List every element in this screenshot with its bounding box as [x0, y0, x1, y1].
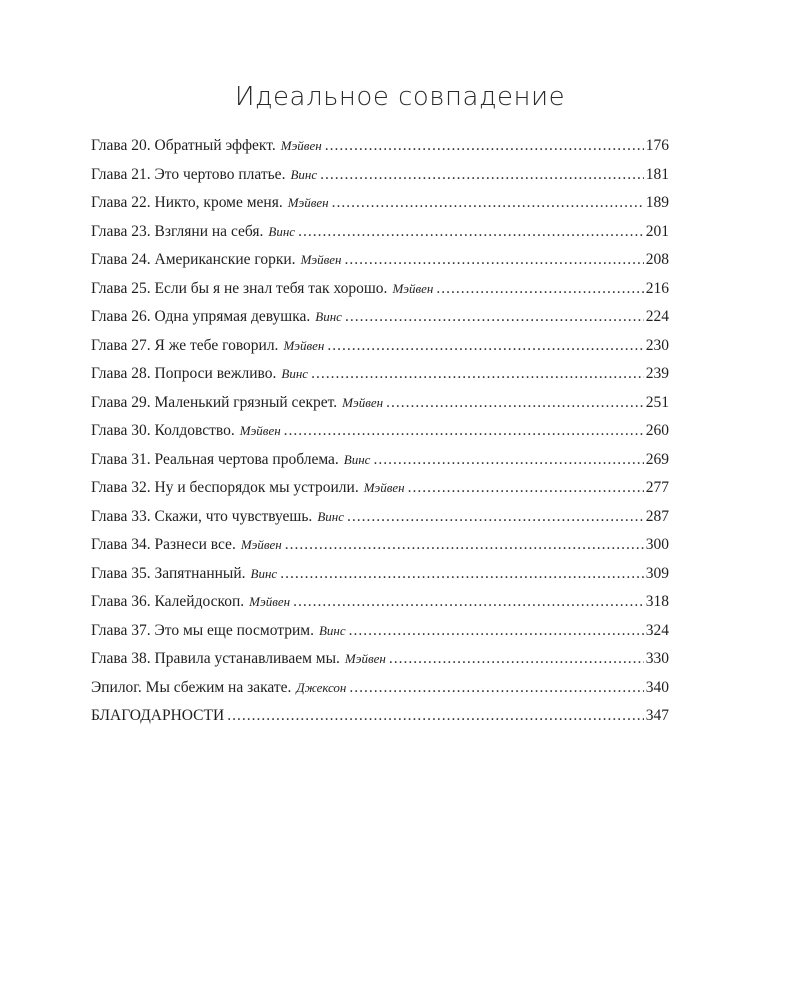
toc-entry-chapter: Глава 38. Правила устанавливаем мы. [91, 650, 340, 667]
toc-entry-page-number: 230 [645, 336, 669, 354]
toc-entry-page-number: 277 [645, 479, 669, 496]
toc-entry [91, 560, 669, 589]
toc-entry [91, 645, 669, 674]
toc-dot-leader [436, 275, 643, 304]
toc-entry-page-number: 201 [645, 222, 669, 240]
toc-entry-chapter: Глава 36. Калейдоскоп. [91, 593, 245, 610]
toc-entry-chapter: Глава 23. Взгляни на себя. [91, 222, 264, 240]
toc-dot-leader [280, 560, 644, 589]
toc-entry [91, 132, 669, 161]
toc-entry [91, 332, 669, 361]
toc-dot-leader [408, 474, 644, 503]
toc-entry-chapter: Глава 34. Разнеси все. [91, 536, 236, 553]
toc-entry [91, 303, 669, 332]
toc-dot-leader [386, 389, 644, 418]
toc-entry-chapter: Глава 28. Попроси вежливо. [91, 365, 277, 382]
toc-dot-leader [227, 702, 644, 731]
toc-entry-chapter: Глава 31. Реальная чертова проблема. [91, 450, 339, 468]
toc-dot-leader [349, 674, 643, 703]
toc-dot-leader [345, 246, 644, 275]
toc-entry [91, 161, 669, 190]
toc-entry [91, 588, 669, 617]
toc-entry-author: Мэйвен [363, 480, 405, 495]
toc-entry-chapter: Глава 37. Это мы еще посмотрим. [91, 621, 314, 639]
table-of-contents [91, 132, 669, 731]
toc-entry-chapter: БЛАГОДАРНОСТИ [91, 707, 225, 724]
toc-entry-page-number: 324 [645, 621, 669, 639]
toc-entry-chapter: Глава 27. Я же тебе говорил. [91, 336, 279, 354]
toc-dot-leader [311, 360, 644, 389]
toc-entry-chapter: Глава 26. Одна упрямая девушка. [91, 308, 311, 325]
toc-entry-page-number: 347 [645, 707, 669, 724]
toc-dot-leader [320, 161, 644, 190]
toc-entry-page-number: 176 [645, 137, 669, 154]
toc-entry-page-number: 260 [645, 422, 669, 439]
toc-entry-author: Винс [268, 223, 296, 239]
toc-entry [91, 360, 669, 389]
toc-entry [91, 446, 669, 475]
toc-entry-page-number: 300 [645, 536, 669, 553]
toc-entry-chapter: Глава 32. Ну и беспорядок мы устроили. [91, 479, 359, 496]
toc-entry [91, 417, 669, 446]
toc-entry-page-number: 239 [645, 365, 669, 382]
toc-entry [91, 246, 669, 275]
toc-entry-author: Винс [315, 309, 342, 324]
toc-entry-chapter: Глава 24. Американские горки. [91, 251, 296, 268]
toc-entry-chapter: Глава 35. Запятнанный. [91, 564, 246, 582]
toc-entry [91, 218, 669, 247]
toc-entry [91, 674, 669, 703]
toc-entry-chapter: Глава 21. Это чертово платье. [91, 165, 286, 183]
toc-dot-leader [293, 588, 644, 617]
toc-entry-chapter: Глава 25. Если бы я не знал тебя так хорошо. [91, 279, 388, 297]
toc-entry-author: Мэйвен [239, 423, 281, 438]
toc-entry-page-number: 309 [645, 564, 669, 582]
toc-entry-author: Джексон [296, 679, 347, 695]
toc-entry [91, 531, 669, 560]
toc-entry-author: Мэйвен [342, 394, 384, 410]
toc-entry-author: Мэйвен [287, 195, 329, 210]
toc-entry [91, 189, 669, 218]
toc-entry [91, 702, 669, 731]
toc-dot-leader [285, 531, 644, 560]
toc-entry-author: Мэйвен [280, 138, 322, 153]
toc-entry-chapter: Глава 30. Колдовство. [91, 422, 235, 439]
toc-entry-page-number: 181 [645, 165, 669, 183]
toc-entry-page-number: 318 [645, 593, 669, 610]
toc-entry-page-number: 340 [645, 678, 669, 696]
toc-dot-leader [332, 189, 644, 218]
toc-entry-chapter: Глава 20. Обратный эффект. [91, 137, 276, 154]
toc-entry-chapter: Глава 29. Маленький грязный секрет. [91, 393, 338, 411]
toc-dot-leader [284, 417, 644, 446]
toc-entry-author: Мэйвен [392, 280, 434, 296]
toc-entry [91, 474, 669, 503]
page-title: Идеальное совпадение [234, 82, 566, 112]
toc-entry [91, 389, 669, 418]
toc-entry-author: Винс [343, 451, 371, 467]
toc-dot-leader [347, 503, 644, 532]
toc-entry-author: Винс [250, 565, 278, 581]
toc-entry-page-number: 287 [645, 507, 669, 525]
toc-entry-author: Мэйвен [344, 651, 386, 666]
toc-entry-author: Винс [317, 508, 344, 524]
toc-dot-leader [349, 617, 644, 646]
toc-entry-chapter: Эпилог. Мы сбежим на закате. [91, 678, 292, 696]
toc-dot-leader [298, 218, 644, 247]
toc-entry-page-number: 216 [645, 279, 669, 297]
toc-entry [91, 617, 669, 646]
toc-dot-leader [373, 446, 643, 475]
toc-entry-page-number: 208 [645, 251, 669, 268]
toc-entry-author: Мэйвен [249, 594, 291, 609]
toc-entry [91, 275, 669, 304]
toc-entry-chapter: Глава 33. Скажи, что чувствуешь. [91, 507, 313, 525]
toc-entry-page-number: 224 [645, 308, 669, 325]
toc-entry-page-number: 189 [645, 194, 669, 211]
toc-entry-author: Мэйвен [283, 337, 325, 353]
toc-entry-author: Винс [290, 166, 318, 182]
toc-entry-page-number: 269 [645, 450, 669, 468]
toc-entry-page-number: 330 [645, 650, 669, 667]
toc-entry-page-number: 251 [645, 393, 669, 411]
toc-dot-leader [345, 303, 644, 332]
toc-entry-author: Мэйвен [300, 252, 342, 267]
toc-entry-author: Винс [318, 622, 346, 638]
toc-entry-author: Мэйвен [240, 537, 282, 552]
toc-entry-author: Винс [281, 366, 309, 381]
toc-dot-leader [325, 132, 644, 161]
toc-dot-leader [327, 332, 643, 361]
toc-dot-leader [389, 645, 644, 674]
toc-entry [91, 503, 669, 532]
toc-entry-chapter: Глава 22. Никто, кроме меня. [91, 194, 283, 211]
